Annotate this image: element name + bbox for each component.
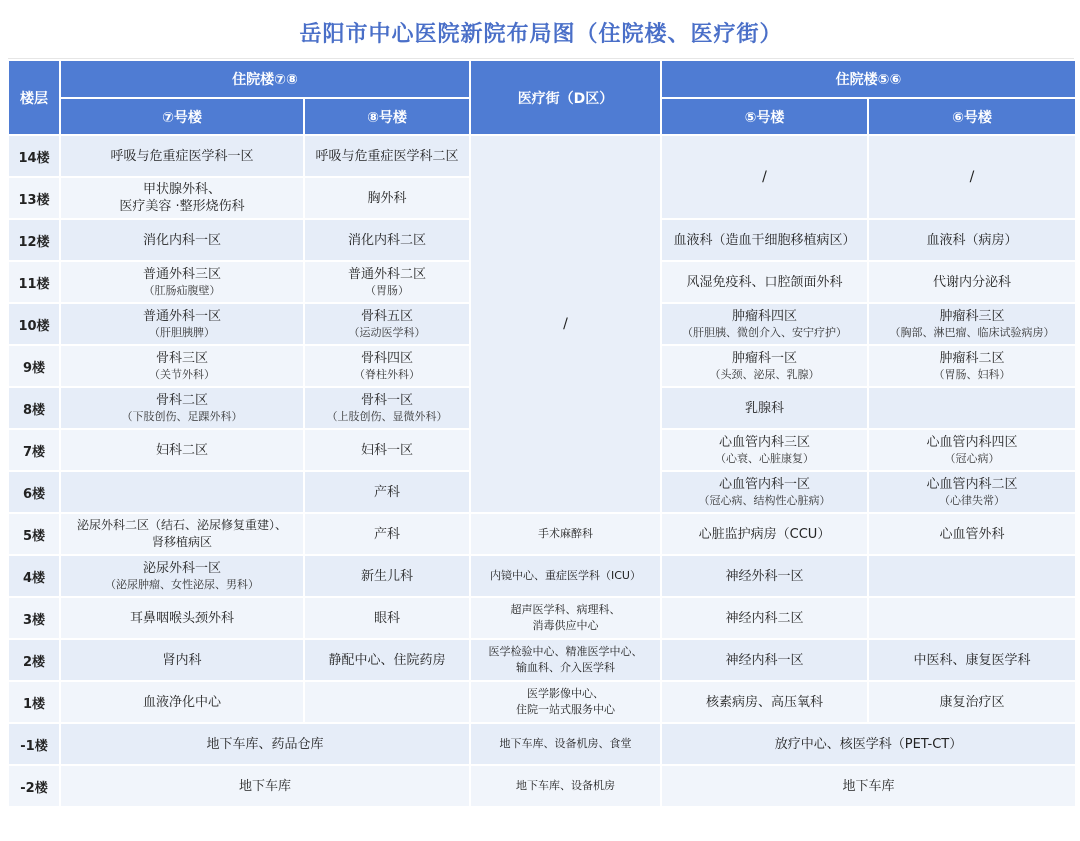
building-5-cell: 神经内科一区 — [661, 639, 868, 681]
floor-label: 8楼 — [8, 387, 60, 429]
floor-label: 9楼 — [8, 345, 60, 387]
building-6-cell — [868, 555, 1076, 597]
medical-street-cell: 超声医学科、病理科、 消毒供应中心 — [470, 597, 661, 639]
building-7-cell: 妇科二区 — [60, 429, 304, 471]
floor-label: 14楼 — [8, 135, 60, 177]
building-8-cell: 普通外科二区 （胃肠） — [304, 261, 470, 303]
building-7-cell: 消化内科一区 — [60, 219, 304, 261]
floor-row — [8, 765, 1076, 807]
building-8-cell: 骨科一区 （上肢创伤、显微外科） — [304, 387, 470, 429]
floor-row — [8, 723, 1076, 765]
building-7-cell: 血液净化中心 — [60, 681, 304, 723]
building-8-cell: 静配中心、住院药房 — [304, 639, 470, 681]
building-5-cell: 肿瘤科一区 （头颈、泌尿、乳腺） — [661, 345, 868, 387]
building-6-cell: 肿瘤科三区 （胸部、淋巴瘤、临床试验病房） — [868, 303, 1076, 345]
building-5-cell: 神经外科一区 — [661, 555, 868, 597]
building-7-cell: 肾内科 — [60, 639, 304, 681]
medical-street-cell: 医学检验中心、精准医学中心、 输血科、介入医学科 — [470, 639, 661, 681]
floor-label: 10楼 — [8, 303, 60, 345]
building-7-cell: 耳鼻咽喉头颈外科 — [60, 597, 304, 639]
building-8-cell: 产科 — [304, 471, 470, 513]
medical-street-cell: 医学影像中心、 住院一站式服务中心 — [470, 681, 661, 723]
building-6-cell: 康复治疗区 — [868, 681, 1076, 723]
floor-label: 6楼 — [8, 471, 60, 513]
building-6-cell — [868, 597, 1076, 639]
floor-row — [8, 135, 1076, 177]
building-7-cell: 呼吸与危重症医学科一区 — [60, 135, 304, 177]
floor-row — [8, 681, 1076, 723]
building-7-cell: 泌尿外科二区（结石、泌尿修复重建）、 肾移植病区 — [60, 513, 304, 555]
building-78-cell: 地下车库、药品仓库 — [60, 723, 470, 765]
floor-label: 5楼 — [8, 513, 60, 555]
header-inpatient-78: 住院楼⑦⑧ — [60, 60, 470, 98]
building-6-cell: 心血管外科 — [868, 513, 1076, 555]
floor-label: 13楼 — [8, 177, 60, 219]
building-7-cell: 普通外科三区 （肛肠疝腹壁） — [60, 261, 304, 303]
building-6-cell: 心血管内科二区 （心律失常） — [868, 471, 1076, 513]
header-floor: 楼层 — [8, 60, 60, 135]
building-5-upper-cell: / — [661, 135, 868, 219]
floor-label: -2楼 — [8, 765, 60, 807]
building-7-cell — [60, 471, 304, 513]
building-5-cell: 肿瘤科四区 （肝胆胰、微创介入、安宁疗护） — [661, 303, 868, 345]
building-8-cell: 消化内科二区 — [304, 219, 470, 261]
floor-row — [8, 555, 1076, 597]
building-7-cell: 甲状腺外科、 医疗美容 ·整形烧伤科 — [60, 177, 304, 219]
building-5-cell: 心血管内科三区 （心衰、心脏康复） — [661, 429, 868, 471]
floor-label: 7楼 — [8, 429, 60, 471]
building-6-cell: 血液科（病房） — [868, 219, 1076, 261]
floor-label: 1楼 — [8, 681, 60, 723]
building-6-cell: 心血管内科四区 （冠心病） — [868, 429, 1076, 471]
building-6-cell — [868, 387, 1076, 429]
medical-street-cell: 手术麻醉科 — [470, 513, 661, 555]
floor-label: 12楼 — [8, 219, 60, 261]
building-6-cell: 代谢内分泌科 — [868, 261, 1076, 303]
building-56-cell: 放疗中心、核医学科（PET-CT） — [661, 723, 1076, 765]
building-8-cell — [304, 681, 470, 723]
medical-street-cell: 内镜中心、重症医学科（ICU） — [470, 555, 661, 597]
medical-street-cell: 地下车库、设备机房 — [470, 765, 661, 807]
header-building-5: ⑤号楼 — [661, 98, 868, 135]
floor-row — [8, 513, 1076, 555]
building-5-cell: 乳腺科 — [661, 387, 868, 429]
building-5-cell: 心脏监护病房（CCU） — [661, 513, 868, 555]
building-8-cell: 产科 — [304, 513, 470, 555]
building-5-cell: 血液科（造血干细胞移植病区） — [661, 219, 868, 261]
building-7-cell: 骨科三区 （关节外科） — [60, 345, 304, 387]
header-inpatient-56: 住院楼⑤⑥ — [661, 60, 1076, 98]
building-8-cell: 妇科一区 — [304, 429, 470, 471]
building-6-cell: 中医科、康复医学科 — [868, 639, 1076, 681]
floor-label: -1楼 — [8, 723, 60, 765]
building-8-cell: 眼科 — [304, 597, 470, 639]
floor-label: 3楼 — [8, 597, 60, 639]
page-title: 岳阳市中心医院新院布局图（住院楼、医疗街） — [8, 6, 1074, 59]
building-5-cell: 核素病房、高压氧科 — [661, 681, 868, 723]
building-6-upper-cell: / — [868, 135, 1076, 219]
header-building-7: ⑦号楼 — [60, 98, 304, 135]
building-8-cell: 新生儿科 — [304, 555, 470, 597]
building-8-cell: 胸外科 — [304, 177, 470, 219]
floor-label: 2楼 — [8, 639, 60, 681]
building-56-cell: 地下车库 — [661, 765, 1076, 807]
building-8-cell: 骨科四区 （脊柱外科） — [304, 345, 470, 387]
building-8-cell: 呼吸与危重症医学科二区 — [304, 135, 470, 177]
header-building-6: ⑥号楼 — [868, 98, 1076, 135]
header-building-8: ⑧号楼 — [304, 98, 470, 135]
building-5-cell: 风湿免疫科、口腔颌面外科 — [661, 261, 868, 303]
building-5-cell: 心血管内科一区 （冠心病、结构性心脏病） — [661, 471, 868, 513]
medical-street-cell: 地下车库、设备机房、食堂 — [470, 723, 661, 765]
building-8-cell: 骨科五区 （运动医学科） — [304, 303, 470, 345]
building-7-cell: 泌尿外科一区 （泌尿肿瘤、女性泌尿、男科） — [60, 555, 304, 597]
building-7-cell: 普通外科一区 （肝胆胰脾） — [60, 303, 304, 345]
building-6-cell: 肿瘤科二区 （胃肠、妇科） — [868, 345, 1076, 387]
floor-layout-table — [7, 59, 1077, 808]
building-5-cell: 神经内科二区 — [661, 597, 868, 639]
floor-label: 4楼 — [8, 555, 60, 597]
floor-label: 11楼 — [8, 261, 60, 303]
floor-row — [8, 639, 1076, 681]
medical-street-upper-cell: / — [470, 135, 661, 513]
building-7-cell: 骨科二区 （下肢创伤、足踝外科） — [60, 387, 304, 429]
header-medical-street: 医疗街（D区） — [470, 60, 661, 135]
building-78-cell: 地下车库 — [60, 765, 470, 807]
floor-row — [8, 597, 1076, 639]
